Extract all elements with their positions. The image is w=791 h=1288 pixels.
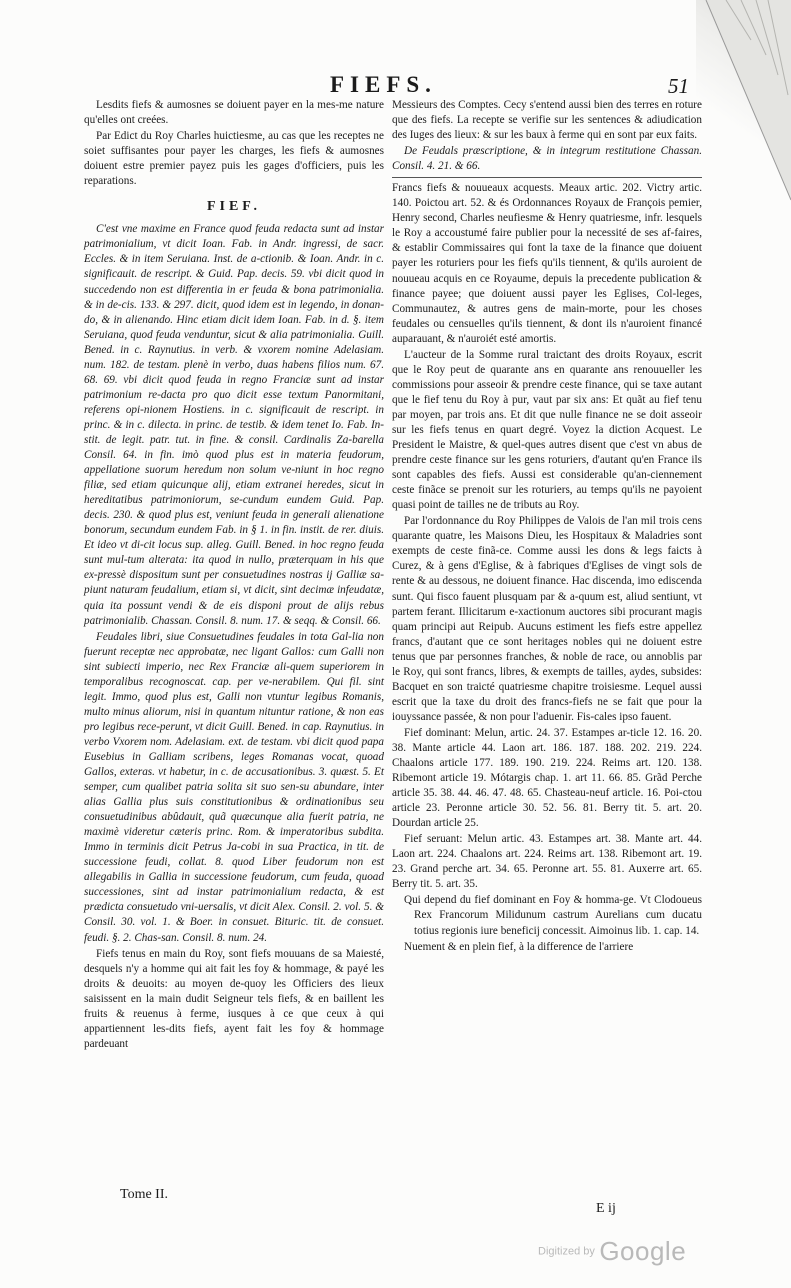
section-rule (392, 177, 702, 178)
fiefs-tenus-paragraph: Fiefs tenus en main du Roy, sont fiefs mouuans de sa Maiesté, desquels n'y a homme qui ait fait les foy & hommage, & payé les droits & deuoits: au moyen de-quoy les Officiers des lieux saisissent en la main dudit Seigneur tels fiefs, & en baillent les fruits & reuenus à ferme, iusques à ce que ceux à qui appartiennent les-dits fiefs, ayent fait les foy & hommage pardeuant (84, 947, 384, 1050)
page-footer (84, 1187, 704, 1221)
signature-mark: E ij (596, 1201, 616, 1216)
page-corner-fold (696, 0, 791, 210)
fief-seruant-paragraph: Fief seruant: Melun artic. 43. Estampes art. 38. Mante art. 44. Laon art. 224. Chaalons art. 224. Reims art. 138. Ribemont art. 19. 23. Grand perche art. 34. 65. Peronne art. 55. 81. Auxerre art. 65. Berry tit. 5. art. 35. (392, 833, 702, 891)
ordonnance-paragraph: Par l'ordonnance du Roy Philippes de Valois de l'an mil trois cens quarante quatre, les Maisons Dieu, les Hospitaux & Maladries sont exempts de ceste finã-ce. Comme aussi les dons & legs faicts à Curez, & à gens d'Eglise, & à fabriques d'Eglises de vingt sols de rente & au dessous, ne doiuent finance. Hac discenda, imo ediscenda sunt. Qui fisco fauent plusquam par & a-quum est, aliud sentiunt, vt partem ferant. Illicitarum e-xactionum auctores sibi procurant magis quam principi aut Reipub. Aucuns estiment les fiefs estre appellez francs, d'autant que ce sont heritages nobles qui ne doiuent estre tenus que par personnes franches, & noble de race, ou annoblis par le Roy, qui sont francs, libres, & exempts de tailles, aydes, subsides: Bacquet en son traicté quatriesme chapitre troisiesme. Lequel aussi escrit que la taxe du droit des francs-fiefs ne se fait que pour la iouyssance passée, & non pour l'aduenir. Fis-cales ipso fauent. (392, 515, 702, 723)
somme-rural-paragraph: L'aucteur de la Somme rural traictant des droits Royaux, escrit que le Roy peut de quarante ans en quarante ans renouueller les commissions pour asseoir & prendre ceste finance, qui se taxe autant que le fief tenu du Roy à pur, vaut par six ans: Et quãt au fief tenu par moyen, par trois ans. Et dit que nulle finance ne se doit asseoir sur les fiefs tenus en quart degré. Voyez la diction Acquest. Le President le Maistre, & quel-ques autres disent que c'est vn abus de prendre ceste finance sur les gens roturiers, d'autant qu'en France ils sont capables des fiefs. Aussi est considerable qu'an-ciennement ceste finãce se prenoit sur les roturiers, au temps qu'ils ne payoient quasi point de tailles ne de tributs au Roy. (392, 348, 702, 512)
page-header (0, 72, 791, 98)
intro-paragraph-1: Lesdits fiefs & aumosnes se doiuent payer en la mes-me nature qu'elles ont creées. (84, 99, 384, 127)
section-heading-fief: FIEF. (206, 199, 262, 215)
fief-dominant-paragraph: Fief dominant: Melun, artic. 24. 37. Estampes ar-ticle 12. 16. 20. 38. Mante article 44. Laon art. 186. 187. 188. 202. 219. 224. Chaalons article 177. 189. 190. 219. 224. Reims art. 120. 138. Ribemont article 19. Mótargis chap. 1. art 11. 66. 85. Grãd Perche article 35. 38. 44. 46. 47. 48. 65. Chasteau-neuf article. 16. Poi-ctou article 23. Peronne article 30. 52. 56. 81. Berry tit. 5. art. 20. Dourdan article 25. (392, 726, 702, 830)
latin-paragraph-2: Feudales libri, siue Consuetudines feudales in tota Gal-lia non fuerunt receptæ nec approbatæ, nec ligant Gallos: cum Galli non sint subiecti imperio, nec Rex Franciæ ali-quem superiorem in temporalibus recognoscat. cap. per ve-nerabilem. Qui fil. sint legit. Immo, quod plus est, Galli non vtuntur legibus Romanis, multo minus aliorum, nisi in quantum nituntur ratione, & non eas pro legibus rece-perunt, vt dicit Guill. Bened. in cap. Raynutius. in verbo Vxorem nom. Adelasiam. ext. de testam. vbi dicit quod papa Eusebius in Galliam scribens, leges Romanas vocat, quoad Gallos, exteras. vt habetur, in c. de accusationibus. 3. quæst. 5. Et semper, cum qualibet patria solita sit suo sen-su abundare, inter alias Gallia plus suis constitutionibus & ordinationibus seu consuetudinibus abûdauit, quã quæcunque alia fuerit patria, ne maximè videretur cæteris princ. Rom. & imperatoribus subdita. Immo in terminis dicit Petrus Ja-cobi in sua Practica, in tit. de successione feudi, collat. 8. quod Liber feudorum non est allegabilis in Gallia in successione feudorum, cum feuda, quoad successiones, sint ad instar patrimonialium redacta, & est prædicta consuetudo vni-uersalis, vt dicit Alex. Consil. 2. vol. 5. & Consil. 30. vol. 1. & Boer. in consuet. Bituric. tit. de consuet. feudi. §. 2. Chas-san. Consil. 8. num. 24. (84, 630, 384, 944)
latin-paragraph-1: C'est vne maxime en France quod feuda redacta sunt ad instar patrimonialium, vt dicit Ioan. Fab. in Andr. ingressi, de sacr. Eccles. & in item Seruiana. Inst. de a-ctionib. & Ioan. Andr. in c. significauit. de rescript. & Guid. Pap. decis. 59. vbi dicit quod in succedendo non est differentia in er feuda & bona patrimonialia. & in de-cis. 133. & 297. dicit, quod idem est in legendo, in donan-do, & in alienando. Hinc etiam dicit idem Ioan. Fab. in d. §. item Seruiana, quod feuda venduntur, sicut & alia patrimonialia. Guill. Bened. in c. Raynutius. in verb. & vxorem nomine Adelasiam. num. 182. de testam. plenè in verbo, duas habens filios num. 67. 68. 69. vbi dicit quod feuda in regno Franciæ sunt ad instar patrimonium re-dacta pro quo dicit esse textum Panormitani, referens opi-nionem Hostiens. in c. significauit de rescript. in princ. & in c. dilecta. in princ. de testib. & idem tenet Io. Fab. In-stit. de legit. patr. tut. in fine. & consil. Cardinalis Za-barella Consil. 64. in fin. imò quod plus est in materia feudorum, appellatione suorum heredum non solum ve-niunt in hoc regno filiæ, sed etiam quicunque alij, etiam extranei heredes, sicut in hereditatibus patrimoniorum, se-cundum eundem Guid. Pap. decis. 230. & quod plus est, veniunt feuda in generali alienatione bonorum, secundum eundem Fab. in § 1. in fin. instit. de rer. diuis. Et ideo vt di-cit locus sup. alleg. Guill. Bened. in hoc regno feuda sunt mul-tum alterata: ita quod in nullo, præterquam in his que ex-pressè dispositum sunt per consuetudines nostras ij Galliæ sa-piunt naturam feudalium, etiam si, vt dicit, sint decimæ infeudatæ, quia ita possunt vendi & de eis disponi prout de alijs rebus patrimonialib. Chassan. Consil. 8. num. 17. & seqq. & Consil. 66. (84, 223, 384, 627)
nuement-paragraph: Nuement & en plein fief, à la difference de l'arriere (404, 940, 634, 953)
right-column (392, 98, 702, 956)
google-logo-text: Google (599, 1236, 687, 1266)
intro-paragraph-2: Par Edict du Roy Charles huictiesme, au cas que les receptes ne soiet suffisantes pour payer les charges, les fiefs & aumosnes doiuent estre premier payez puis les gages d'officiers, puis les reparations. (84, 130, 384, 188)
feudals-reference: De Feudals præscriptione, & in integrum restitutione Chassan. Consil. 4. 21. & 66. (392, 145, 702, 173)
google-watermark (538, 1236, 686, 1267)
page-number: 51 (668, 74, 689, 98)
volume-label: Tome II. (120, 1187, 169, 1202)
comptes-paragraph: Messieurs des Comptes. Cecy s'entend aussi bien des terres en roture que des fiefs. La recepte se verifie sur les sentences & adiudication des Iuges des lieux: & sur les baux à ferme qui en sont par eux faits. (392, 99, 702, 142)
foy-hommage-paragraph: Qui depend du fief dominant en Foy & homma-ge. Vt Clodoueus Rex Francorum Milidunum castrum Aurelians cum ducatu totius regionis iure beneficij concessit. Aimoinus lib. 1. cap. 14. (404, 894, 702, 937)
running-title: FIEFS. (330, 72, 437, 97)
watermark-prefix: Digitized by (538, 1245, 595, 1258)
francs-fiefs-paragraph: Francs fiefs & nouueaux acquests. Meaux artic. 202. Victry artic. 140. Poictou art. 52. & és Ordonnances Royaux de François pemier, Henry second, Charles neufiesme & Henry quatriesme, infr. lesquels le Roy a accoustumé faire publier pour la necessité de ses af-faires, & establir Commissaires qui font la taxe de la finance que doiuent payer les roturiers pour les fiefs qu'ils tiennent, & qu'ils auroient de nouueau acquis en ce Royaume, depuis la precedente publication & finance payee; que doiuent aussi payer les Eglises, Col-leges, Communautez, & autres gens de main-morte, pour les choses feudales ou censuelles qu'ils tiennent, & dont ils n'auroient financé auparauant, & n'auroiét esté amortis. (392, 182, 702, 345)
left-column (84, 98, 384, 1053)
